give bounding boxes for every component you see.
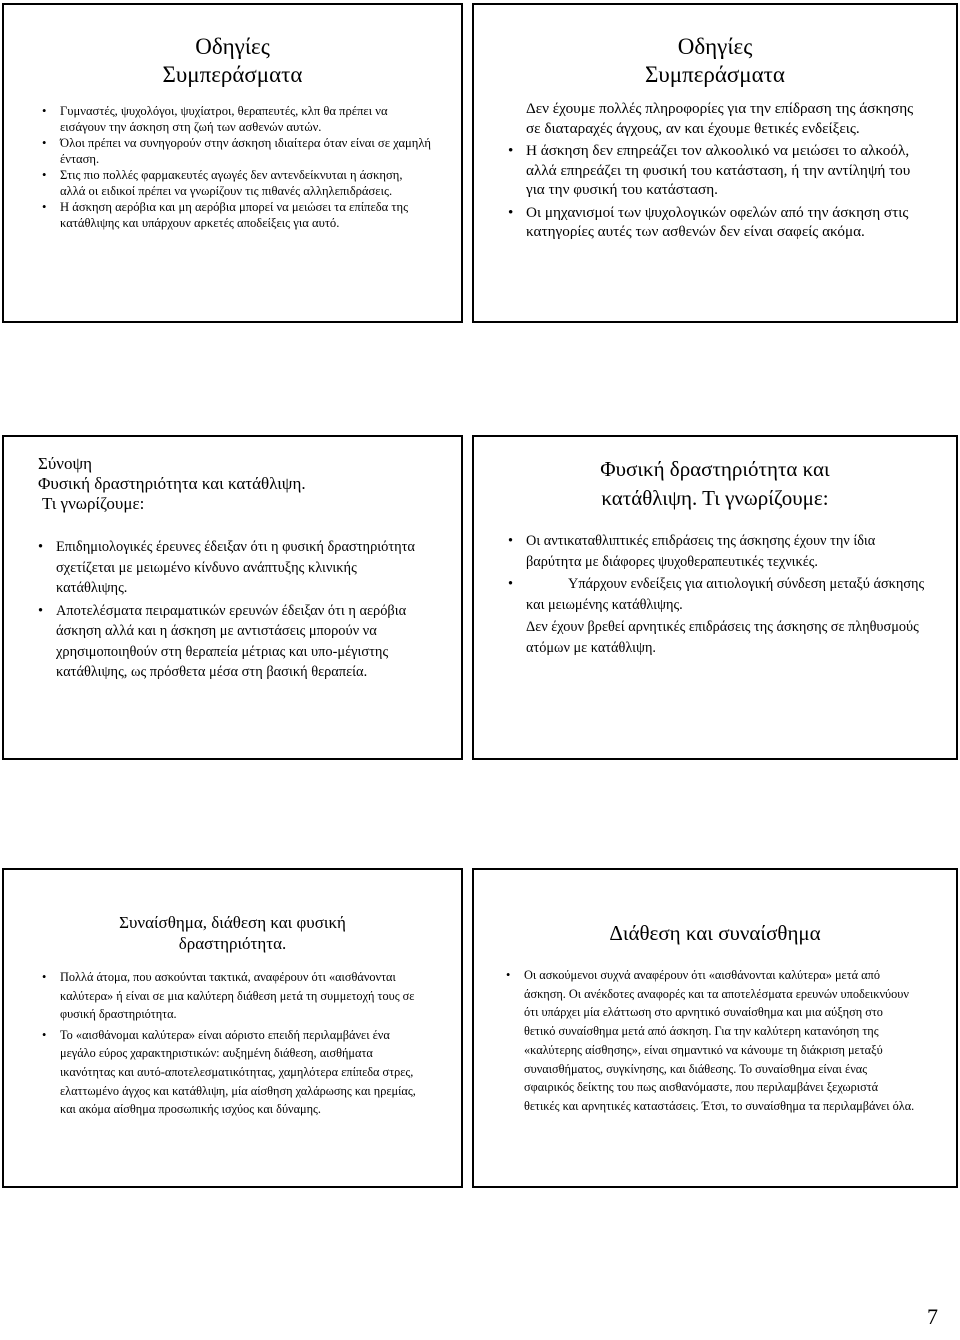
list-item: Δεν έχουμε πολλές πληροφορίες για την επίδραση της άσκησης σε διαταραχές άγχους, αν και έχουμε θετικές ενδείξεις. <box>526 100 914 137</box>
list-item: • Οι αντικαταθλιπτικές επιδράσεις της άσκησης έχουν την ίδια βαρύτητα με διάφορες ψυχοθεραπευτικές τεχνικές. <box>504 531 926 572</box>
slide-3 <box>2 435 463 760</box>
bullet-list <box>502 966 916 1116</box>
bullet-list <box>34 537 421 683</box>
bullet-list <box>38 968 421 1119</box>
list-item: • Η άσκηση αερόβια και μη αερόβια μπορεί να μειώσει τα επίπεδα της κατάθλιψης και υπάρχουν αρκετές αποδείξεις για αυτό. <box>38 199 431 231</box>
list-item: Δεν έχουν βρεθεί αρνητικές επιδράσεις της άσκησης σε πληθυσμούς ατόμων με κατάθλιψη. <box>526 619 919 656</box>
list-item: • Αποτελέσματα πειραματικών ερευνών έδειξαν ότι η αερόβια άσκηση αλλά και η άσκηση με αντιστάσεις μπορούν να χρησιμοποιηθούν στη θεραπεία μέτριας και υπο-μέγιστης κατάθλιψης, ως πρόσθετα μέσα στη βασική θεραπεία. <box>34 601 421 683</box>
page-number: 7 <box>927 1304 938 1329</box>
list-item: • Όλοι πρέπει να συνηγορούν στην άσκηση ιδιαίτερα όταν είναι σε χαμηλή ένταση. <box>38 135 431 167</box>
slide-title: Οδηγίες Συμπεράσματα <box>162 34 303 87</box>
slide-title: Σύνοψη Φυσική δραστηριότητα και κατάθλιψη. Τι γνωρίζουμε: <box>38 454 306 513</box>
list-item: • Στις πιο πολλές φαρμακευτές αγωγές δεν αντενδείκνυται η άσκηση, αλλά οι ειδικοί πρέπει να γνωρίζουν τις πιθανές αλληλεπιδράσεις. <box>38 167 431 199</box>
list-item: • Οι ασκούμενοι συχνά αναφέρουν ότι «αισθάνονται καλύτερα» μετά από άσκηση. Οι ανέκδοτες αναφορές και τα αποτελέσματα ερευνών υποδεικνύουν ότι υπάρχει μία ελάττωση στο αρνητικό συναίσθημα και μια αύξηση στο θετικό συναίσθημα μετά από άσκηση. Για την καλύτερη κατανόηση της «καλύτερης αίσθησης», είναι σημαντικό να κάνουμε τη διάκριση μεταξύ συναισθήματος, συγκίνησης, και διάθεσης. Το συναίσθημα είναι ένας σφαιρικός δείκτης του πως αισθανόμαστε, που περιλαμβάνει ξεχωριστά θετικές και αρνητικές καταστάσεις. Έτσι, το συναίσθημα τα περιλαμβάνει όλα. <box>502 966 916 1116</box>
list-item: • Γυμναστές, ψυχολόγοι, ψυχίατροι, θεραπευτές, κλπ θα πρέπει να εισάγουν την άσκηση στη ζωή των ασθενών αυτών. <box>38 103 431 135</box>
slide-6 <box>472 868 958 1188</box>
list-item: • Οι μηχανισμοί των ψυχολογικών οφελών από την άσκηση στις κατηγορίες αυτές των ασθενών δεν είναι σαφείς ακόμα. <box>504 203 916 242</box>
list-item: • Πολλά άτομα, που ασκούνται τακτικά, αναφέρουν ότι «αισθάνονται καλύτερα» ή είναι σε μια καλύτερη διάθεση μετά τη συμμετοχή τους σε φυσική δραστηριότητα. <box>38 968 421 1024</box>
slide-title: Φυσική δραστηριότητα και κατάθλιψη. Τι γνωρίζουμε: <box>600 457 830 510</box>
list-item: • Η άσκηση δεν επηρεάζει τον αλκοολικό να μειώσει το αλκοόλ, αλλά επηρεάζει τη φυσική του κατάσταση, ή την αντίληψή του για την φυσική του κατάσταση. <box>504 141 916 200</box>
list-item: • Επιδημιολογικές έρευνες έδειξαν ότι η φυσική δραστηριότητα σχετίζεται με μειωμένο κίνδυνο ανάπτυξης κλινικής κατάθλιψης. <box>34 537 421 599</box>
slide-4 <box>472 435 958 760</box>
bullet-list <box>38 103 431 231</box>
slide-1 <box>2 3 463 323</box>
slide-title: Οδηγίες Συμπεράσματα <box>645 34 785 87</box>
slide-title: Διάθεση και συναίσθημα <box>609 921 821 945</box>
bullet-list <box>504 531 926 658</box>
slide-5 <box>2 868 463 1188</box>
list-item: • Υπάρχουν ενδείξεις για αιτιολογική σύνδεση μεταξύ άσκησης και μειωμένης κατάθλιψης. <box>504 574 926 615</box>
slide-title: Συναίσθημα, διάθεση και φυσική δραστηριότητα. <box>119 913 346 953</box>
bullet-list <box>504 99 916 242</box>
slide-2 <box>472 3 958 323</box>
list-item: • Το «αισθάνομαι καλύτερα» είναι αόριστο επειδή περιλαμβάνει ένα μεγάλο εύρος χαρακτηριστικών: αυξημένη διάθεση, αισθήματα ικανότητας και αυτό-αποτελεσματικότητας, χαμηλότερα επίπεδα στρες, ελαττωμένο άγχος και κατάθλιψη, μία αίσθηση χαλάρωσης και ηρεμίας, και ακόμα αίσθημα προσωπικής ισχύος και δύναμης. <box>38 1026 421 1119</box>
